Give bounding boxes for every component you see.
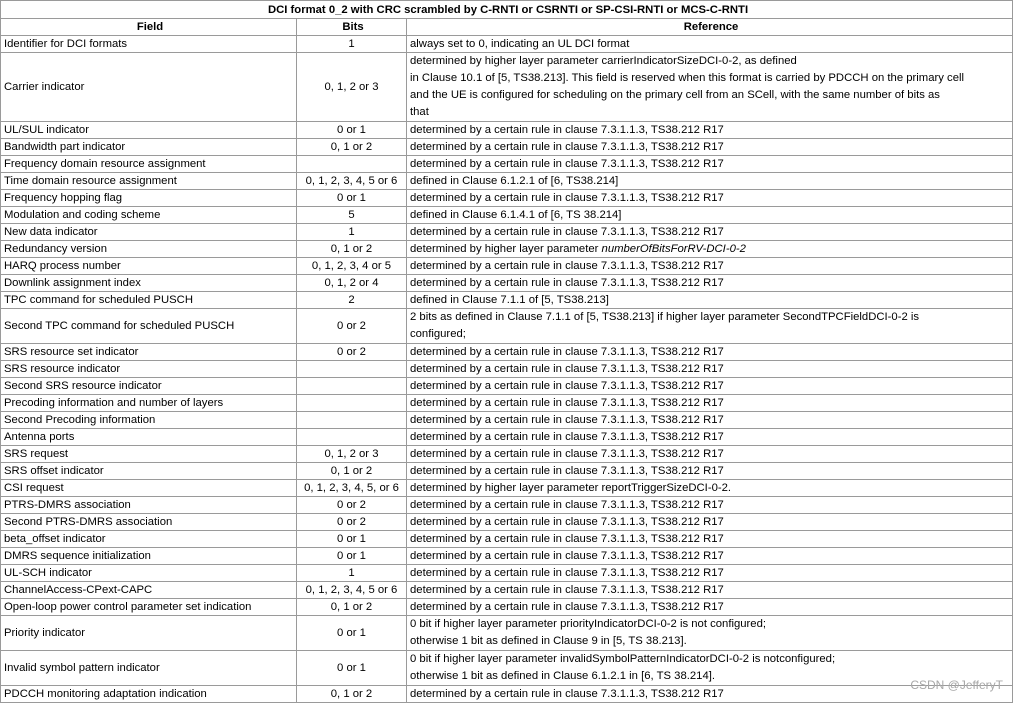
reference-cell — [407, 378, 1013, 395]
reference-cell — [407, 565, 1013, 582]
field-cell: Antenna ports — [1, 429, 297, 446]
reference-cell — [407, 53, 1013, 122]
reference-cell — [407, 224, 1013, 241]
reference-text: determined by a certain rule in clause 7.3.1.1.3, TS38.212 R17 — [410, 414, 724, 426]
reference-text: determined by higher layer parameter reportTriggerSizeDCI-0-2. — [410, 482, 732, 494]
reference-text: determined by a certain rule in clause 7.3.1.1.3, TS38.212 R17 — [410, 192, 724, 204]
reference-text: determined by a certain rule in clause 7.3.1.1.3, TS38.212 R17 — [410, 141, 724, 153]
table-row — [1, 139, 1013, 156]
reference-text: determined by a certain rule in clause 7.3.1.1.3, TS38.212 R17 — [410, 601, 724, 613]
table-row — [1, 651, 1013, 686]
reference-text: determined by a certain rule in clause 7.3.1.1.3, TS38.212 R17 — [410, 380, 724, 392]
bits-cell: 0, 1, 2, 3, 4, 5, or 6 — [297, 480, 407, 497]
reference-parameter: numberOfBitsForRV-DCI-0-2 — [601, 243, 746, 255]
reference-text: determined by a certain rule in clause 7.3.1.1.3, TS38.212 R17 — [410, 465, 724, 477]
table-row — [1, 531, 1013, 548]
reference-line: 2 bits as defined in Clause 7.1.1 of [5, TS38.213] if higher layer parameter SecondTPCFieldDCI-0-2 is — [410, 311, 920, 323]
bits-cell: 0 or 2 — [297, 514, 407, 531]
bits-cell — [297, 361, 407, 378]
table-row — [1, 207, 1013, 224]
reference-text: always set to 0, indicating an UL DCI format — [410, 38, 630, 50]
bits-cell: 0 or 1 — [297, 651, 407, 686]
watermark: CSDN @JefferyT — [910, 678, 1003, 692]
reference-cell — [407, 275, 1013, 292]
reference-line: determined by higher layer parameter carrierIndicatorSizeDCI-0-2, as defined — [410, 55, 797, 67]
reference-text: determined by a certain rule in clause 7.3.1.1.3, TS38.212 R17 — [410, 124, 724, 136]
reference-text: determined by higher layer parameter — [410, 243, 602, 255]
table-row — [1, 599, 1013, 616]
table-row — [1, 582, 1013, 599]
table-row — [1, 548, 1013, 565]
table-row — [1, 463, 1013, 480]
field-cell: Identifier for DCI formats — [1, 36, 297, 53]
reference-line: 0 bit if higher layer parameter invalidSymbolPatternIndicatorDCI-0-2 is notconfigured; — [410, 653, 836, 665]
bits-cell: 0 or 2 — [297, 309, 407, 344]
table-row — [1, 122, 1013, 139]
reference-text: determined by a certain rule in clause 7.3.1.1.3, TS38.212 R17 — [410, 550, 724, 562]
field-cell: UL/SUL indicator — [1, 122, 297, 139]
reference-line: that — [410, 106, 429, 118]
bits-cell: 1 — [297, 224, 407, 241]
field-cell: Carrier indicator — [1, 53, 297, 122]
bits-cell: 0 or 2 — [297, 344, 407, 361]
bits-cell: 0, 1 or 2 — [297, 241, 407, 258]
table-row — [1, 36, 1013, 53]
field-cell: SRS resource indicator — [1, 361, 297, 378]
reference-cell — [407, 344, 1013, 361]
reference-cell — [407, 361, 1013, 378]
field-cell: Invalid symbol pattern indicator — [1, 651, 297, 686]
table-title: DCI format 0_2 with CRC scrambled by C-RNTI or CSRNTI or SP-CSI-RNTI or MCS-C-RNTI — [1, 1, 1013, 19]
reference-text: determined by a certain rule in clause 7.3.1.1.3, TS38.212 R17 — [410, 260, 724, 272]
table-row — [1, 190, 1013, 207]
bits-cell: 0, 1, 2, 3, 4, 5 or 6 — [297, 582, 407, 599]
bits-cell — [297, 395, 407, 412]
table-row — [1, 565, 1013, 582]
field-cell: PTRS-DMRS association — [1, 497, 297, 514]
table-row — [1, 514, 1013, 531]
reference-cell — [407, 395, 1013, 412]
field-cell: Second PTRS-DMRS association — [1, 514, 297, 531]
reference-cell — [407, 122, 1013, 139]
field-cell: PDCCH monitoring adaptation indication — [1, 686, 297, 703]
field-cell: Bandwidth part indicator — [1, 139, 297, 156]
reference-text: determined by a certain rule in clause 7.3.1.1.3, TS38.212 R17 — [410, 363, 724, 375]
reference-text: determined by a certain rule in clause 7.3.1.1.3, TS38.212 R17 — [410, 448, 724, 460]
reference-cell — [407, 156, 1013, 173]
table-row — [1, 173, 1013, 190]
table-row — [1, 344, 1013, 361]
field-cell: CSI request — [1, 480, 297, 497]
field-cell: SRS offset indicator — [1, 463, 297, 480]
reference-cell — [407, 616, 1013, 651]
table-row — [1, 412, 1013, 429]
field-cell: Redundancy version — [1, 241, 297, 258]
reference-cell — [407, 412, 1013, 429]
table-row — [1, 258, 1013, 275]
bits-cell: 0 or 1 — [297, 548, 407, 565]
bits-cell: 5 — [297, 207, 407, 224]
field-cell: ChannelAccess-CPext-CAPC — [1, 582, 297, 599]
reference-cell — [407, 463, 1013, 480]
reference-text: determined by a certain rule in clause 7.3.1.1.3, TS38.212 R17 — [410, 499, 724, 511]
reference-cell — [407, 258, 1013, 275]
bits-cell: 1 — [297, 36, 407, 53]
reference-line: 0 bit if higher layer parameter priorityIndicatorDCI-0-2 is not configured; — [410, 618, 767, 630]
bits-cell: 0, 1, 2, 3, 4, 5 or 6 — [297, 173, 407, 190]
table-row — [1, 429, 1013, 446]
reference-cell — [407, 548, 1013, 565]
field-cell: UL-SCH indicator — [1, 565, 297, 582]
bits-cell: 0, 1 or 2 — [297, 599, 407, 616]
table-row — [1, 156, 1013, 173]
field-cell: Second TPC command for scheduled PUSCH — [1, 309, 297, 344]
bits-cell: 0 or 1 — [297, 122, 407, 139]
reference-cell — [407, 36, 1013, 53]
bits-cell — [297, 412, 407, 429]
table-row — [1, 241, 1013, 258]
field-cell: Frequency domain resource assignment — [1, 156, 297, 173]
reference-cell — [407, 190, 1013, 207]
bits-cell — [297, 156, 407, 173]
field-cell: Frequency hopping flag — [1, 190, 297, 207]
reference-text: determined by a certain rule in clause 7.3.1.1.3, TS38.212 R17 — [410, 516, 724, 528]
bits-cell: 0 or 1 — [297, 616, 407, 651]
bits-cell: 2 — [297, 292, 407, 309]
reference-cell — [407, 207, 1013, 224]
reference-cell — [407, 531, 1013, 548]
field-cell: Downlink assignment index — [1, 275, 297, 292]
header-bits: Bits — [297, 19, 407, 36]
field-cell: Second Precoding information — [1, 412, 297, 429]
bits-cell: 0, 1, 2 or 3 — [297, 53, 407, 122]
bits-cell: 0, 1 or 2 — [297, 139, 407, 156]
table-row — [1, 378, 1013, 395]
table-row — [1, 361, 1013, 378]
reference-text: defined in Clause 6.1.2.1 of [6, TS38.214] — [410, 175, 619, 187]
reference-text: determined by a certain rule in clause 7.3.1.1.3, TS38.212 R17 — [410, 158, 724, 170]
table-row — [1, 497, 1013, 514]
bits-cell: 1 — [297, 565, 407, 582]
reference-line: otherwise 1 bit as defined in Clause 9 in [5, TS 38.213]. — [410, 635, 687, 647]
reference-cell — [407, 514, 1013, 531]
reference-cell — [407, 446, 1013, 463]
reference-text: determined by a certain rule in clause 7.3.1.1.3, TS38.212 R17 — [410, 346, 724, 358]
reference-line: otherwise 1 bit as defined in Clause 6.1.2.1 in [6, TS 38.214]. — [410, 670, 715, 682]
field-cell: New data indicator — [1, 224, 297, 241]
table-row — [1, 53, 1013, 122]
reference-text: determined by a certain rule in clause 7.3.1.1.3, TS38.212 R17 — [410, 688, 724, 700]
reference-text: determined by a certain rule in clause 7.3.1.1.3, TS38.212 R17 — [410, 584, 724, 596]
field-cell: Precoding information and number of layers — [1, 395, 297, 412]
reference-cell — [407, 497, 1013, 514]
field-cell: beta_offset indicator — [1, 531, 297, 548]
bits-cell: 0, 1 or 2 — [297, 686, 407, 703]
table-row — [1, 275, 1013, 292]
reference-line: in Clause 10.1 of [5, TS38.213]. This field is reserved when this format is carried by PDCCH on the primary cell — [410, 72, 964, 84]
reference-text: determined by a certain rule in clause 7.3.1.1.3, TS38.212 R17 — [410, 431, 724, 443]
bits-cell — [297, 429, 407, 446]
reference-cell — [407, 139, 1013, 156]
reference-text: defined in Clause 7.1.1 of [5, TS38.213] — [410, 294, 609, 306]
reference-text: determined by a certain rule in clause 7.3.1.1.3, TS38.212 R17 — [410, 533, 724, 545]
table-row — [1, 616, 1013, 651]
bits-cell: 0 or 1 — [297, 531, 407, 548]
reference-cell — [407, 429, 1013, 446]
field-cell: HARQ process number — [1, 258, 297, 275]
reference-text: defined in Clause 6.1.4.1 of [6, TS 38.214] — [410, 209, 622, 221]
bits-cell: 0 or 1 — [297, 190, 407, 207]
field-cell: SRS request — [1, 446, 297, 463]
bits-cell — [297, 378, 407, 395]
reference-line: configured; — [410, 328, 466, 340]
reference-text: determined by a certain rule in clause 7.3.1.1.3, TS38.212 R17 — [410, 397, 724, 409]
reference-cell — [407, 173, 1013, 190]
field-cell: Second SRS resource indicator — [1, 378, 297, 395]
reference-text: determined by a certain rule in clause 7.3.1.1.3, TS38.212 R17 — [410, 226, 724, 238]
field-cell: DMRS sequence initialization — [1, 548, 297, 565]
field-cell: TPC command for scheduled PUSCH — [1, 292, 297, 309]
reference-cell — [407, 599, 1013, 616]
reference-text: determined by a certain rule in clause 7.3.1.1.3, TS38.212 R17 — [410, 277, 724, 289]
field-cell: SRS resource set indicator — [1, 344, 297, 361]
field-cell: Priority indicator — [1, 616, 297, 651]
bits-cell: 0 or 2 — [297, 497, 407, 514]
reference-cell — [407, 480, 1013, 497]
reference-line: and the UE is configured for scheduling on the primary cell from an SCell, with the same number of bits as — [410, 89, 940, 101]
bits-cell: 0, 1 or 2 — [297, 463, 407, 480]
reference-cell — [407, 582, 1013, 599]
field-cell: Time domain resource assignment — [1, 173, 297, 190]
table-row — [1, 480, 1013, 497]
header-field: Field — [1, 19, 297, 36]
bits-cell: 0, 1, 2 or 4 — [297, 275, 407, 292]
reference-text: determined by a certain rule in clause 7.3.1.1.3, TS38.212 R17 — [410, 567, 724, 579]
table-row — [1, 224, 1013, 241]
reference-cell — [407, 292, 1013, 309]
table-row — [1, 292, 1013, 309]
reference-cell — [407, 309, 1013, 344]
header-reference: Reference — [407, 19, 1013, 36]
table-row — [1, 446, 1013, 463]
reference-cell — [407, 241, 1013, 258]
field-cell: Open-loop power control parameter set indication — [1, 599, 297, 616]
bits-cell: 0, 1, 2 or 3 — [297, 446, 407, 463]
table-row — [1, 309, 1013, 344]
table-row — [1, 395, 1013, 412]
field-cell: Modulation and coding scheme — [1, 207, 297, 224]
bits-cell: 0, 1, 2, 3, 4 or 5 — [297, 258, 407, 275]
